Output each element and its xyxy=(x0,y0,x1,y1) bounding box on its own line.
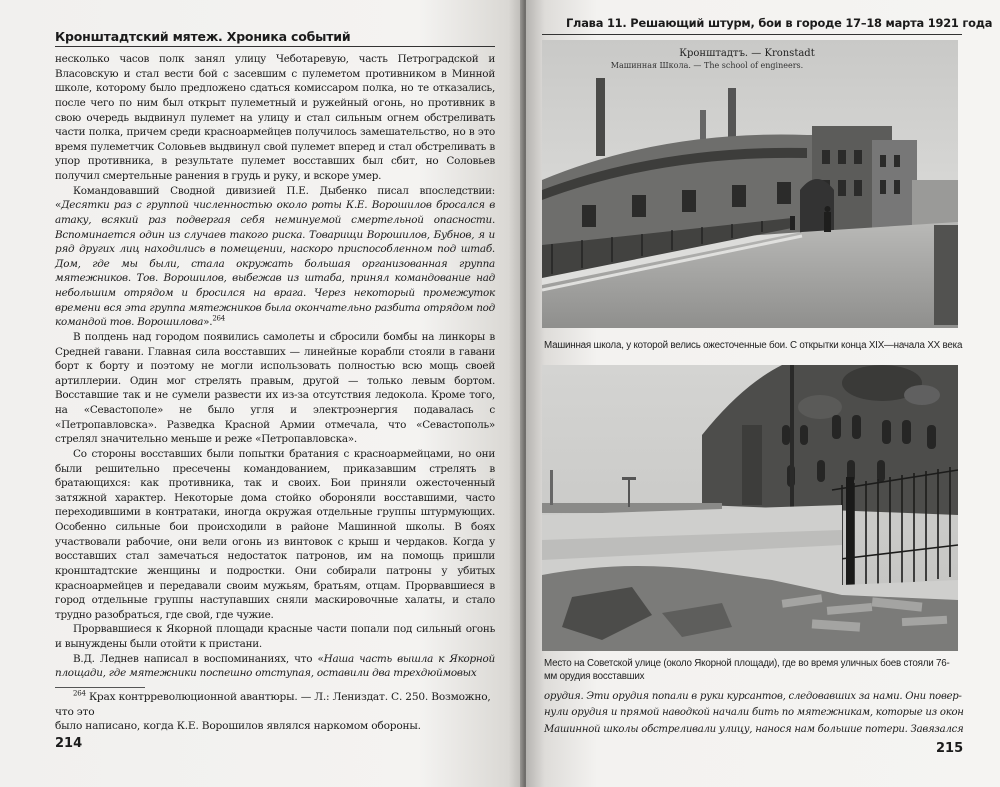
text-run: Командовавший Сводной дивизией П.Е. Дыбенко писал впоследствии: « xyxy=(55,184,495,212)
text-run: нули орудия и прямой наводкой начали бить по мятежникам, которые из окон xyxy=(544,707,964,719)
machine-school-photo-image xyxy=(542,40,958,328)
footnote-line-2: было написано, когда К.Е. Ворошилов являлся наркомом обороны. xyxy=(55,720,421,733)
left-running-head: Кронштадтский мятеж. Хроника событий xyxy=(55,29,351,44)
text-run: Машинной школы обстреливали улицу, нанося нам большие потери. Завязался xyxy=(544,723,964,735)
paragraph xyxy=(55,184,495,330)
photo-machine-school xyxy=(542,40,958,328)
text-line xyxy=(544,705,964,721)
paragraph xyxy=(55,622,495,651)
footnote-mark: 264 xyxy=(73,689,86,698)
photo-sovetskaya-street xyxy=(542,365,958,651)
photo-1-caption: Машинная школа, у которой велись ожесточенные бои. С открытки конца XIX—начала XX века xyxy=(544,340,963,351)
right-head-rule xyxy=(542,34,962,35)
right-body-text xyxy=(544,689,964,738)
postcard-title: Кронштадтъ. — Kronstadt xyxy=(679,48,815,59)
right-running-head: Глава 11. Решающий штурм, бои в городе 17–18 марта 1921 года xyxy=(566,16,993,30)
text-run: В полдень над городом появились самолеты и сбросили бомбы на линкоры в Средней гавани. Главная сила восставших — линейные корабли стояли в гавани борт к борту и поэтому не могли использовать полностью всю мощь своей артиллерии. Один мог стрелять правым, другой — только левым бортом. Восставшие так и не сумели развести их из-за отсутствия ледокола. Кроме того, на «Севастополе» не было угля и электроэнергия подавалась с «Петропавловска». Разведка Красной Армии отмечала, что «Севастополь» стрелял значительно меньше и реже «Петропавловска». xyxy=(55,330,495,446)
paragraph xyxy=(55,447,495,623)
text-run: несколько часов полк занял улицу Чеботаревую, часть Петроградской и Власовскую и стал вести бой с засевшим с пулеметом противником в Минной школе, которому было предложено сдаться комиссаром полка, но те отказались, после чего по ним был открыт пулеметный и ружейный огонь, но противник в свою очередь выдвинул пулемет на улицу и стал сильным огнем обстреливать части полка, причем среди красноармейцев получилось замешательство, но в это время пулеметчик Соловьев выдвинул свой пулемет вперед и стал обстреливать в упор противника, в результате пулемет восставших был сбит, но Соловьев получил смертельные ранения в грудь и руку, и вскоре умер. xyxy=(55,53,495,182)
italic-quote: Десятки раз с группой численностью около роты К.Е. Ворошилов бросался в атаку, всякий раз подвергая себя неминуемой смертельной опасности. Вспоминается один из случаев такого риска. Товарищи Ворошилов, Бубнов, я и ряд других лиц находились в помещении, наскоро приспособленном под штаб. Дом, где мы были, стала окружать большая организованная группа мятежников. Тов. Ворошилов, выбежав из штаба, принял командование над небольшим отрядом и бросился на врага. Через некоторый промежуток времени вся эта группа мятежников была окончательно разбита отрядом под командой тов. Ворошилова xyxy=(55,199,495,329)
text-line xyxy=(544,722,964,738)
cathedral-photo-image xyxy=(542,365,958,651)
paragraph xyxy=(55,52,495,184)
paragraph xyxy=(55,330,495,447)
text-run: Со стороны восставших были попытки братания с красноармейцами, но они были решительно пресечены командованием, приказавшим стрелять в братающихся: как противника, так и своих. Бои приняли ожесточенный затяжной характер. Некоторые дома стойко обороняли восставшими, часто переходившими в контратаки, иногда окружая отдельные группы штурмующих. Особенно сильные бои происходили в районе Машинной школы. В боях участвовали рабочие, они вели огонь из винтовок с крыш и чердаков. Когда у восставших стал замечаться недостаток патронов, им на помощь пришли кронштадтские женщины и подростки. Они собирали патроны у убитых красноармейцев и передавали своим мужьям, братьям, отцам. Прорвавшиеся в город отдельные группы наступавших сняли маскировочные халаты, и стало трудно разобраться, где свой, где чужие. xyxy=(55,447,495,621)
photo-2-caption: Место на Советской улице (около Якорной площади), где во время уличных боев стояли 76-мм орудия восставших xyxy=(544,658,950,682)
italic-quote: Наша часть вышла к Якорной площади, где мятежники поспешно отступая, оставили два трехдюймовых xyxy=(55,652,495,680)
footnote-ref: 264 xyxy=(212,314,225,323)
text-run: Прорвавшиеся к Якорной площади красные части попали под сильный огонь и вынуждены были отойти к пристани. xyxy=(55,623,495,650)
text-line xyxy=(544,689,964,705)
right-page xyxy=(526,0,1000,787)
footnote-rule xyxy=(55,687,145,688)
text-run: В.Д. Леднев написал в воспоминаниях, что « xyxy=(73,652,324,665)
footnote xyxy=(55,690,495,734)
left-body-text xyxy=(55,52,495,681)
right-page-number: 215 xyxy=(936,741,964,756)
paragraph xyxy=(55,652,495,681)
left-page-number: 214 xyxy=(55,736,83,751)
postcard-subtitle: Машинная Школа. — The school of engineers. xyxy=(610,61,804,70)
footnote-line-1: Крах контрреволюционной авантюры. — Л.: Лениздат. С. 250. Возможно, что это xyxy=(55,691,491,718)
text-run: ». xyxy=(203,316,213,329)
left-head-rule xyxy=(55,46,495,47)
text-run: орудия. Эти орудия попали в руки курсантов, следовавших за нами. Они повер- xyxy=(544,691,962,702)
